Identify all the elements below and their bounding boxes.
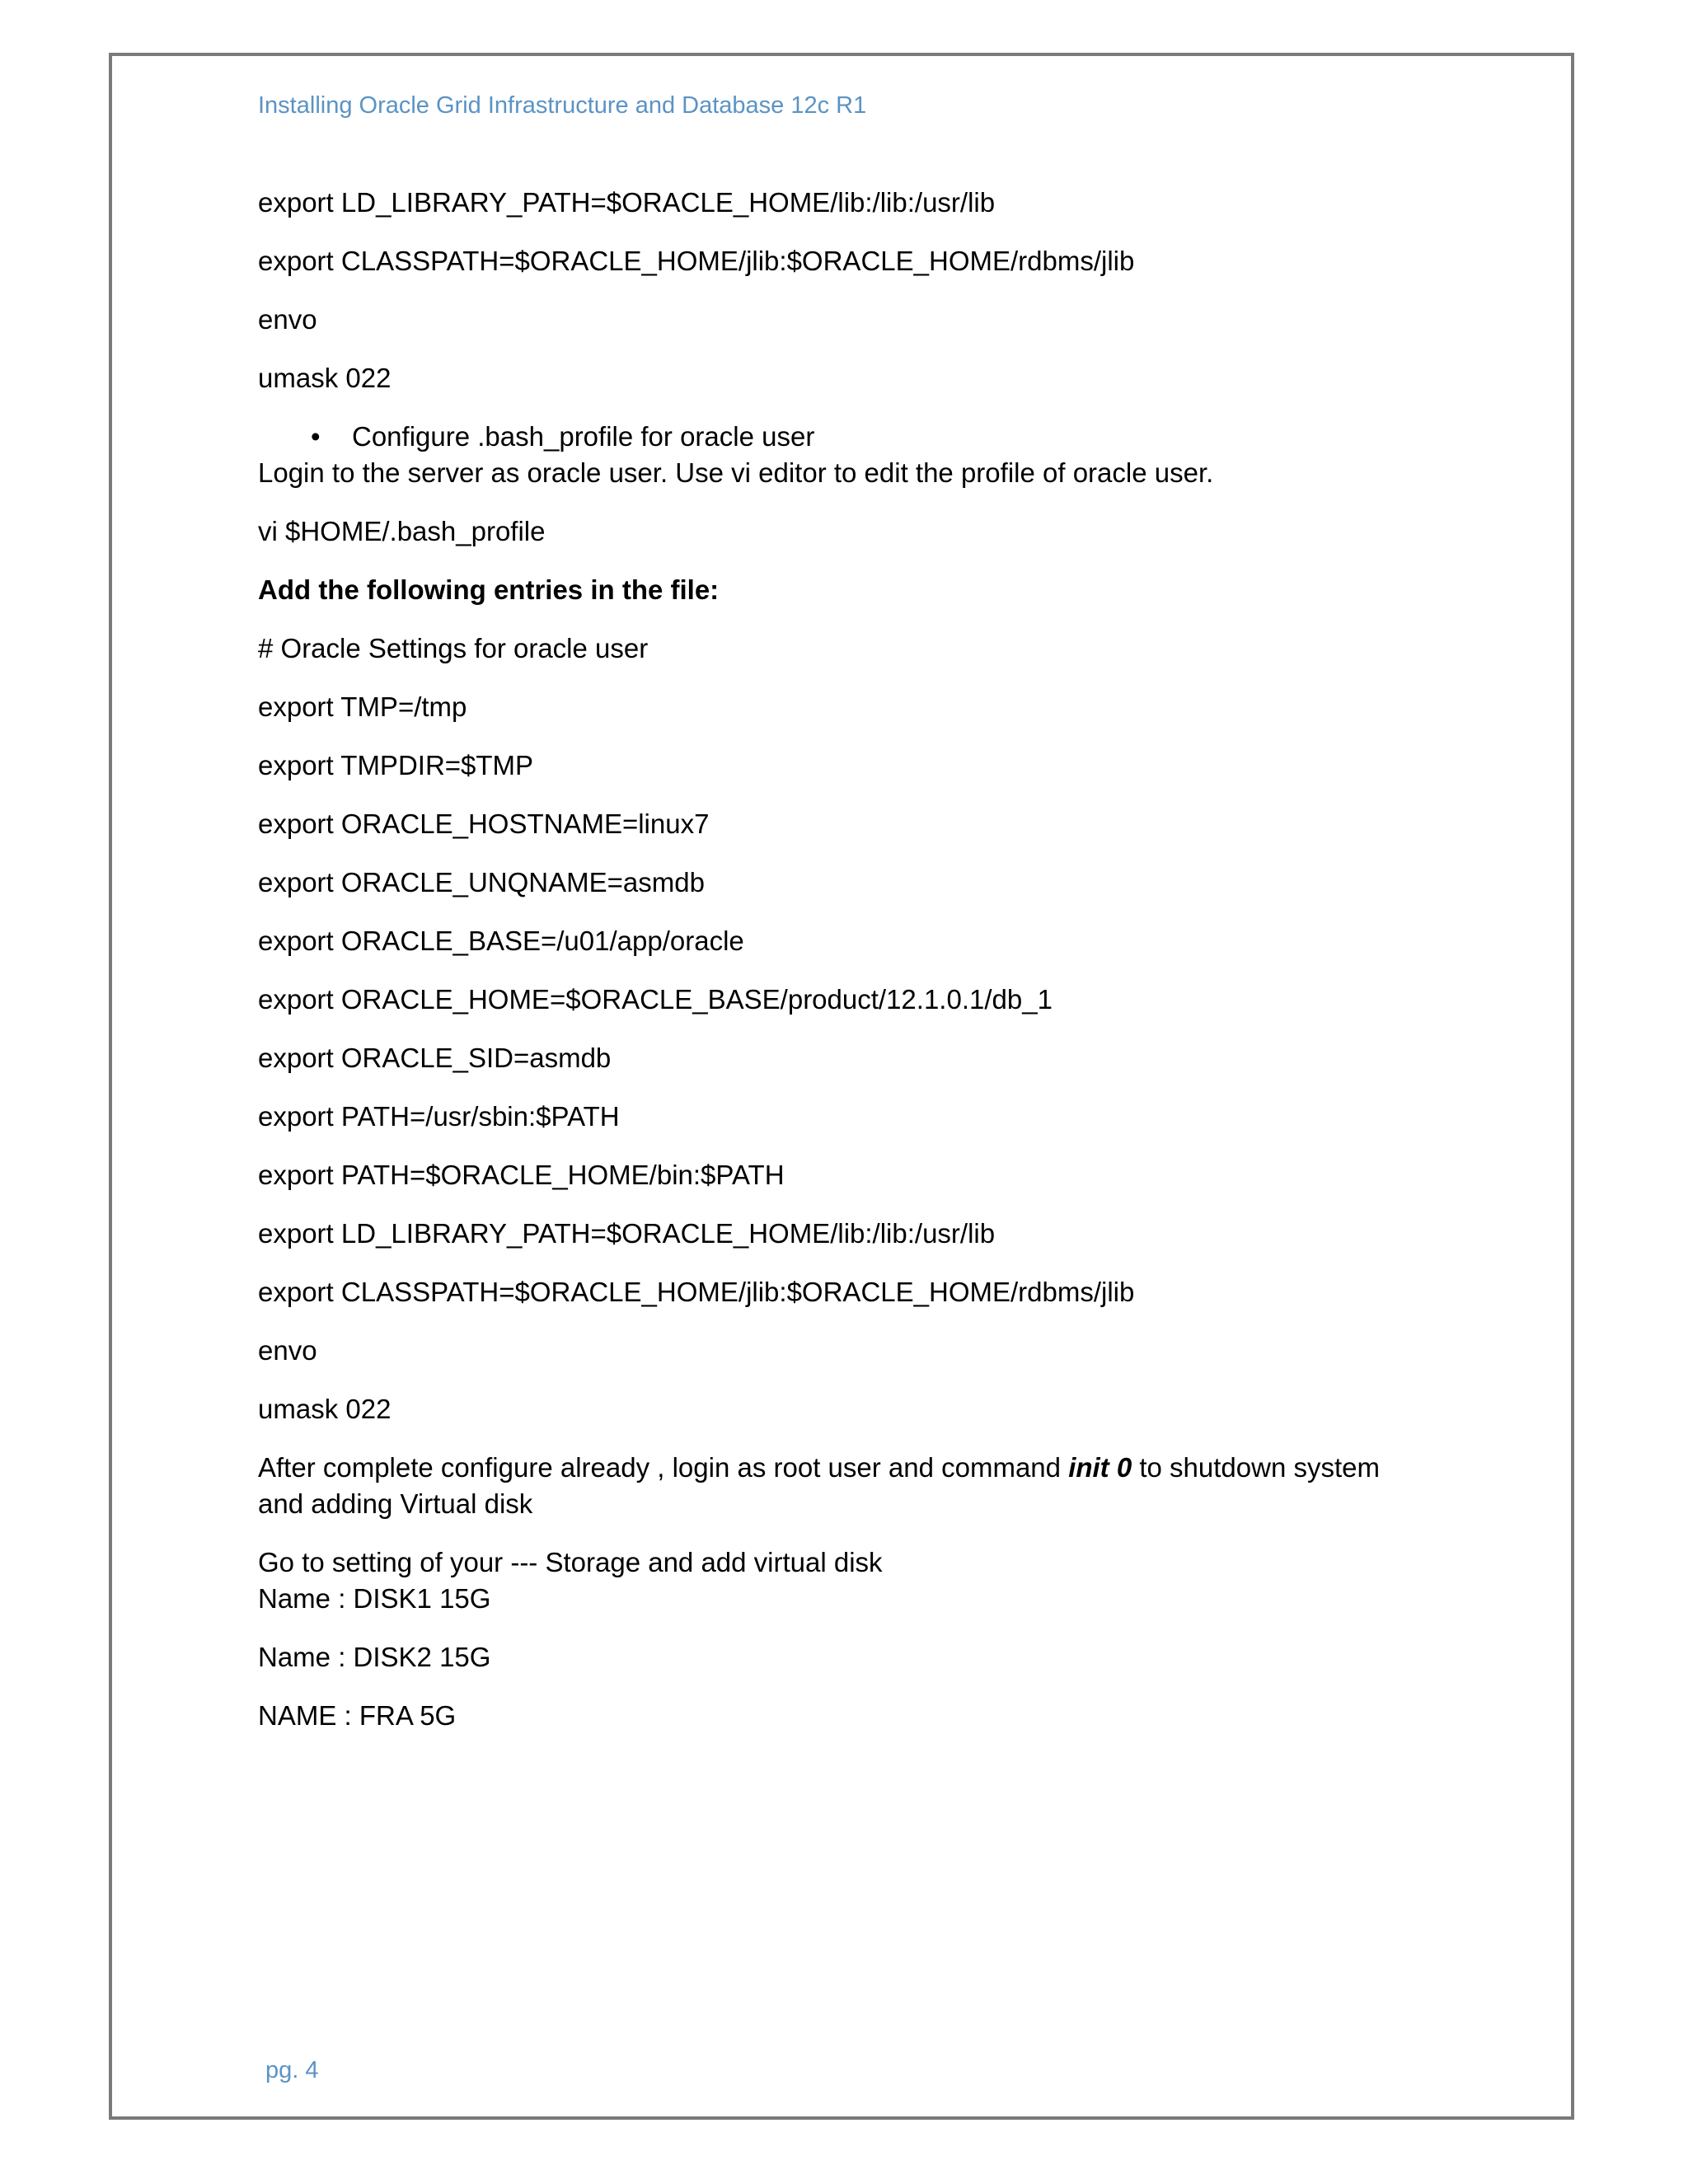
text-line: umask 022 — [258, 363, 392, 393]
bullet-text: Configure .bash_profile for oracle user — [352, 421, 815, 452]
vi-command: vi $HOME/.bash_profile — [258, 516, 546, 546]
storage-instruction: Go to setting of your --- Storage and add virtual disk — [258, 1547, 883, 1577]
bullet-item — [258, 419, 1428, 455]
bullet-icon: • — [311, 421, 321, 452]
document-body — [258, 185, 1428, 1756]
text-line: export LD_LIBRARY_PATH=$ORACLE_HOME/lib:/lib:/usr/lib — [258, 187, 996, 218]
text-line: export CLASSPATH=$ORACLE_HOME/jlib:$ORACLE_HOME/rdbms/jlib — [258, 1277, 1135, 1307]
add-entries-heading: Add the following entries in the file: — [258, 574, 720, 605]
init-command: init 0 — [1068, 1452, 1132, 1483]
text-line: export ORACLE_HOME=$ORACLE_BASE/product/12.1.0.1/db_1 — [258, 984, 1053, 1015]
disk-entry: Name : DISK2 15G — [258, 1642, 491, 1672]
text-line: export ORACLE_HOSTNAME=linux7 — [258, 808, 710, 839]
text-line: export ORACLE_SID=asmdb — [258, 1043, 612, 1073]
text-line: export LD_LIBRARY_PATH=$ORACLE_HOME/lib:/lib:/usr/lib — [258, 1218, 996, 1249]
text-line: export PATH=$ORACLE_HOME/bin:$PATH — [258, 1160, 785, 1190]
text-line: export ORACLE_BASE=/u01/app/oracle — [258, 926, 744, 956]
text-line: export CLASSPATH=$ORACLE_HOME/jlib:$ORACLE_HOME/rdbms/jlib — [258, 246, 1135, 276]
text-line: umask 022 — [258, 1394, 392, 1424]
page-header: Installing Oracle Grid Infrastructure and Database 12c R1 — [258, 92, 867, 119]
text-line: envo — [258, 1335, 317, 1366]
text-line: export TMPDIR=$TMP — [258, 750, 534, 780]
disk-entry: Name : DISK1 15G — [258, 1583, 491, 1614]
text-line: envo — [258, 304, 317, 335]
login-instruction: Login to the server as oracle user. Use vi editor to edit the profile of oracle user. — [258, 457, 1214, 488]
text-line: # Oracle Settings for oracle user — [258, 633, 649, 663]
after-config-text-end: to shutdown system and adding Virtual disk — [258, 1452, 1381, 1519]
text-line: export TMP=/tmp — [258, 691, 467, 722]
text-line: export PATH=/usr/sbin:$PATH — [258, 1101, 620, 1132]
after-config-text-start: After complete configure already , login as root user and command — [258, 1452, 1069, 1483]
text-line: export ORACLE_UNQNAME=asmdb — [258, 867, 705, 898]
page-number: pg. 4 — [265, 2057, 319, 2083]
after-config-paragraph — [258, 1450, 1428, 1522]
disk-entry: NAME : FRA 5G — [258, 1700, 457, 1731]
